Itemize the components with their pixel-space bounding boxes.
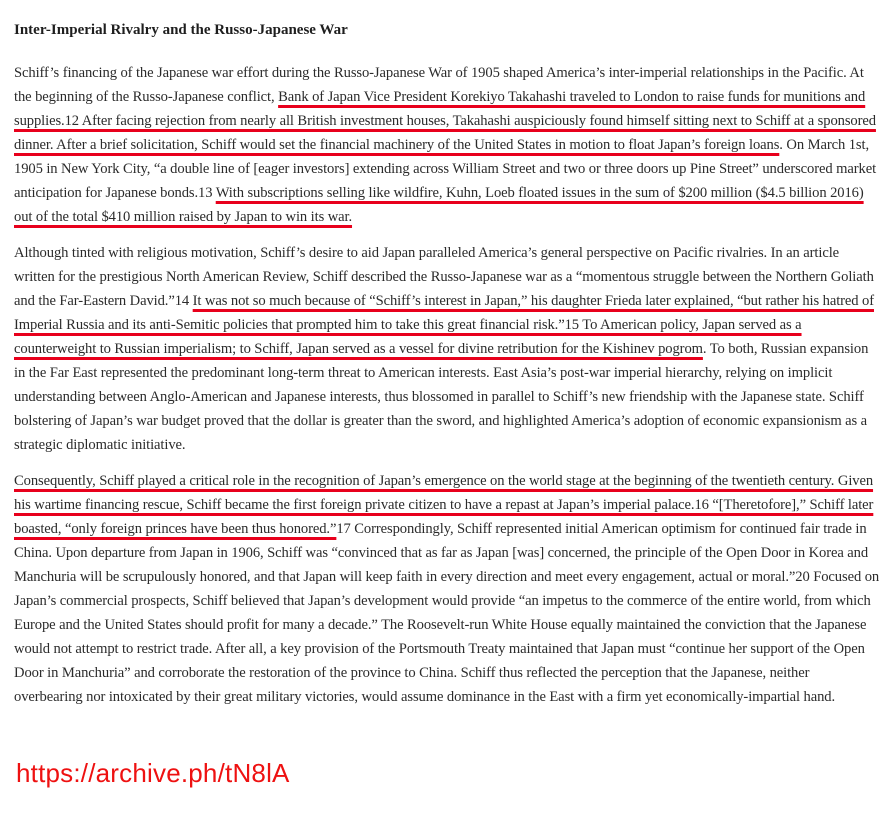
- text-run: . To both, Russian expansion in the Far East represented the predominant long-term threat to American interests. East Asia’s post-war imperial hierarchy, relying on implicit understanding between Anglo-American and Japanese interests, thus blossomed in parallel to Schiff’s new friendship with the Japanese state. Schiff bolstering of Japan’s war budget proved that the dollar is greater than the sword, and highlighted America’s adoption of economic expansionism as a strategic diplomatic initiative.: [14, 341, 869, 453]
- section-heading: Inter-Imperial Rivalry and the Russo-Japanese War: [14, 22, 348, 38]
- text-run: Schiff’s financing of the Japanese war effort during the Russo-Japanese War of 1905 shaped America’s inter-imperial relationships in the Pacific. At the beginning of the Russo-Japanese conflict,: [14, 65, 864, 105]
- paragraph-1: [14, 61, 880, 229]
- archive-source-link[interactable]: https://archive.ph/tN8lA: [16, 758, 290, 788]
- text-run: . On March 1st, 1905 in New York City, “a double line of [eager investors] extending across William Street and two or three doors up Pine Street” underscored market anticipation for Japanese bonds.13: [14, 137, 877, 201]
- article: [14, 14, 880, 721]
- text-run: Although tinted with religious motivation, Schiff’s desire to aid Japan paralleled America’s general perspective on Pacific rivalries. In an article written for the prestigious North American Review, Schiff described the Russo-Japanese war as a “momentous struggle between the Northern Goliath and the Far-Eastern David.”14: [14, 245, 874, 309]
- highlighted-text: Bank of Japan Vice President Korekiyo Takahashi traveled to London to raise funds for munitions and supplies.12 After facing rejection from nearly all British investment houses, Takahashi auspiciously found himself sitting next to Schiff at a sponsored dinner. After a brief solicitation, Schiff would set the financial machinery of the United States in motion to float Japan’s foreign loans: [14, 89, 876, 153]
- highlighted-text: It was not so much because of “Schiff’s interest in Japan,” his daughter Frieda later explained, “but rather his hatred of Imperial Russia and its anti-Semitic policies that prompted him to take this great financial risk.”15 To American policy, Japan served as a counterweight to Russian imperialism; to Schiff, Japan served as a vessel for divine retribution for the Kishinev pogrom: [14, 293, 874, 357]
- highlighted-text: Consequently, Schiff played a critical role in the recognition of Japan’s emergence on the world stage at the beginning of the twentieth century. Given his wartime financing rescue, Schiff became the first foreign private citizen to have a repast at Japan’s imperial palace.16 “[Theretofore],” Schiff later boasted, “only foreign princes have been thus honored.”: [14, 473, 874, 537]
- highlighted-text: With subscriptions selling like wildfire, Kuhn, Loeb floated issues in the sum of $200 million ($4.5 billion 2016) out of the total $410 million raised by Japan to win its war.: [14, 185, 864, 225]
- paragraph-3: [14, 469, 880, 709]
- paragraph-2: [14, 241, 880, 457]
- text-run: 17 Correspondingly, Schiff represented initial American optimism for continued fair trade in China. Upon departure from Japan in 1906, Schiff was “convinced that as far as Japan [was] concerned, the principle of the Open Door in Korea and Manchuria will be scrupulously honored, and that Japan will keep faith in every direction and meet every engagement, actual or moral.”20 Focused on Japan’s commercial prospects, Schiff believed that Japan’s development would provide “an impetus to the commerce of the entire world, from which Europe and the United States should profit for many a decade.” The Roosevelt-run White House equally maintained the conviction that the Japanese would not attempt to restrict trade. After all, a key provision of the Portsmouth Treaty maintained that Japan must “continue her support of the Open Door in Manchuria” and corroborate the restoration of the province to China. Schiff thus reflected the perception that the Japanese, neither overbearing nor intoxicated by their great military victories, would assume dominance in the East with a firm yet economically-impartial hand.: [14, 521, 880, 705]
